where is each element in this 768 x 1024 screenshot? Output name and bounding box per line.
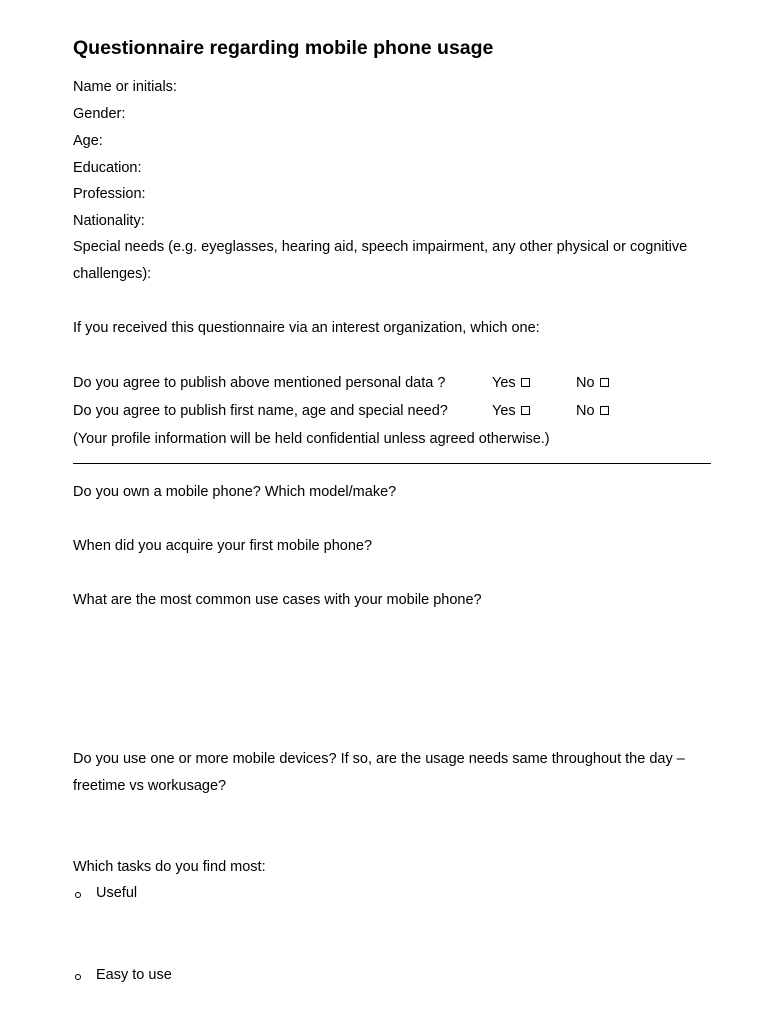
field-nationality-label: Nationality: [73, 213, 145, 229]
question-own-phone: Do you own a mobile phone? Which model/make? [73, 484, 397, 500]
page-title: Questionnaire regarding mobile phone usage [73, 37, 494, 59]
field-name-label: Name or initials: [73, 79, 177, 95]
question-first-phone: When did you acquire your first mobile phone? [73, 538, 373, 554]
section-divider [73, 463, 711, 464]
question-common-use-cases: What are the most common use cases with your mobile phone? [73, 592, 482, 608]
field-age-label: Age: [73, 133, 103, 149]
task-option-useful: Useful [96, 885, 138, 901]
consent-1-no-checkbox[interactable] [600, 378, 609, 387]
field-profession-label: Profession: [73, 186, 146, 202]
task-option-easy-to-use: Easy to use [96, 967, 172, 983]
bullet-icon [75, 892, 81, 898]
special-needs-label: Special needs (e.g. eyeglasses, hearing aid, speech impairment, any other physical or cognitive challenges): [73, 239, 688, 282]
confidential-note: (Your profile information will be held confidential unless agreed otherwise.) [73, 431, 550, 447]
consent-2-no-checkbox[interactable] [600, 406, 609, 415]
question-tasks-most: Which tasks do you find most: [73, 859, 266, 875]
interest-org-label: If you received this questionnaire via an interest organization, which one: [73, 320, 540, 336]
consent-question-2: Do you agree to publish first name, age and special need? [73, 403, 448, 419]
consent-1-no-option[interactable] [576, 374, 609, 392]
bullet-icon [75, 974, 81, 980]
consent-2-yes-checkbox[interactable] [521, 406, 530, 415]
field-education-label: Education: [73, 160, 142, 176]
field-gender-label: Gender: [73, 106, 126, 122]
consent-1-no-label: No [576, 375, 595, 391]
consent-2-yes-option[interactable] [492, 402, 530, 420]
consent-1-yes-checkbox[interactable] [521, 378, 530, 387]
consent-1-yes-option[interactable] [492, 374, 530, 392]
consent-2-no-label: No [576, 403, 595, 419]
consent-2-yes-label: Yes [492, 403, 516, 419]
consent-1-yes-label: Yes [492, 375, 516, 391]
consent-2-no-option[interactable] [576, 402, 609, 420]
question-multiple-devices: Do you use one or more mobile devices? If so, are the usage needs same throughout the day – freetime vs workusage? [73, 751, 685, 794]
consent-question-1: Do you agree to publish above mentioned personal data ? [73, 375, 446, 391]
